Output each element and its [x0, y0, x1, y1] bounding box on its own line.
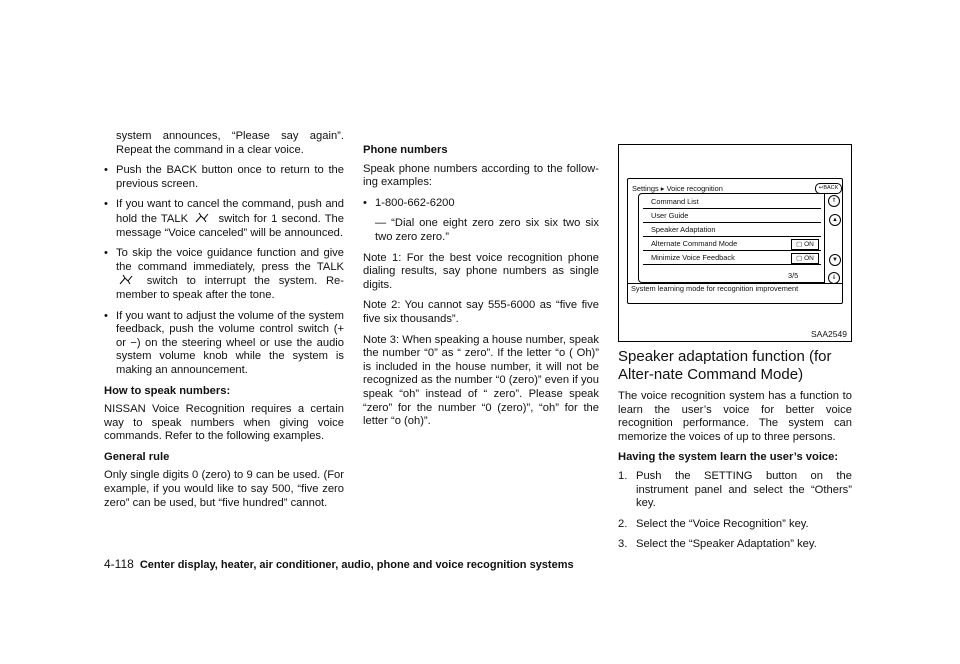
bullet-volume: • If you want to adjust the volume of the system feedback, push the volume control switch (+ or −) on the steering wheel or use the audio system volume knob while the system is making an announcement. — [104, 309, 344, 376]
para-speaker-adaptation: The voice recognition system has a function to learn the user’s voice for better voice recognition performance. The system can memorize the voices of up to three persons. — [618, 390, 852, 443]
scroll-down-icon[interactable]: ▼ — [829, 254, 841, 266]
heading-learn-voice: Having the system learn the user’s voice: — [618, 451, 839, 464]
heading-numbers: How to speak numbers: — [104, 384, 231, 397]
menu-item-user-guide[interactable]: User Guide — [643, 211, 821, 223]
back-button[interactable]: ↩BACK — [815, 183, 842, 194]
voice-recognition-screen — [627, 178, 843, 304]
bullet-dot: • — [104, 198, 108, 211]
section-title: Speaker adaptation function (for Alter-nate Command Mode) — [618, 348, 832, 383]
bullet-dot: • — [104, 164, 108, 177]
right-column — [618, 348, 852, 559]
screen-breadcrumb: Settings ▸ Voice recognition — [632, 184, 723, 193]
left-column — [104, 130, 344, 517]
scroll-top-icon[interactable]: ⇑ — [828, 195, 840, 207]
bullet-dot: • — [104, 247, 108, 260]
toggle-minimize-feedback[interactable]: ▢ ON — [791, 253, 819, 264]
step-3: 3. Select the “Speaker Adaptation” key. — [618, 538, 817, 551]
chapter-title: Center display, heater, air conditioner, audio, phone and voice recognition systems — [139, 559, 574, 571]
heading-phone-numbers: Phone numbers — [363, 144, 448, 156]
scroll-bottom-icon[interactable]: ⇓ — [828, 272, 840, 284]
bullet-back: • Push the BACK button once to return to the previous screen. — [104, 164, 344, 190]
breadcrumb-arrow-icon: ▸ — [660, 184, 665, 193]
menu-item-alternate-command-mode[interactable]: Alternate Command Mode ▢ ON — [643, 239, 821, 251]
bullet-dot: • — [104, 309, 108, 322]
page-number: 4-118 — [104, 557, 134, 571]
menu-item-minimize-feedback[interactable]: Minimize Voice Feedback ▢ ON — [643, 253, 821, 265]
bullet-dot: • — [363, 196, 367, 209]
page-footer — [104, 558, 574, 573]
heading-general-rule: General rule — [104, 450, 170, 463]
menu-item-command-list[interactable]: Command List — [643, 197, 821, 209]
back-arrow-icon: ↩ — [818, 185, 824, 191]
scroll-up-icon[interactable]: ▲ — [829, 214, 841, 226]
middle-column — [363, 144, 599, 436]
menu-item-speaker-adaptation[interactable]: Speaker Adaptation — [643, 225, 821, 237]
dial-example: — “Dial one eight zero zero six six two six two zero zero.” — [375, 217, 599, 243]
screen-figure — [618, 144, 852, 342]
talk-switch-icon — [116, 274, 138, 286]
para-phone-intro: Speak phone numbers according to the follow-ing examples: — [363, 162, 599, 189]
figure-code: SAA2549 — [811, 329, 847, 339]
para-general-rule: Only single digits 0 (zero) to 9 can be used. (For example, if you would like to say 500, “five zero zero” can be used, but “five hundred” cannot. — [104, 469, 344, 509]
bullet-phone-example: • 1-800-662-6200 — [363, 196, 455, 209]
bullet-skip: • To skip the voice guidance function and give the command immediately, press the TALK switch to interrupt the system. Re-member to speak after the tone. — [104, 247, 345, 301]
page-indicator: 3/5 — [788, 271, 799, 280]
note-2: Note 2: You cannot say 555-6000 as “five five five six thousands”. — [363, 299, 599, 325]
step-2: 2. Select the “Voice Recognition” key. — [618, 517, 809, 530]
note-3: Note 3: When speaking a house number, speak the number “0” as “ zero”. If the letter “o ( Oh)” is included in the house number, it will not be recognized as the number “0 (zero)” even if you speak “oh” instead of “ zero”. Please speak “zero” for the number “0 (zero)”, “oh” for the letter “o (oh)”. — [363, 333, 599, 428]
step-1: 1. Push the SETTING button on the instrument panel and select the “Others” key. — [618, 469, 852, 510]
para-say-again: system announces, “Please say again”. Repeat the command in a clear voice. — [116, 130, 344, 156]
para-numbers: NISSAN Voice Recognition requires a certain way to speak numbers when giving voice commands. Refer to the following examples. — [104, 403, 344, 443]
toggle-alternate-command[interactable]: ▢ ON — [791, 239, 819, 250]
talk-switch-icon — [192, 212, 214, 224]
status-bar: System learning mode for recognition improvement — [628, 283, 842, 302]
note-1: Note 1: For the best voice recognition phone dialing results, say phone numbers as single digits. — [363, 251, 599, 291]
bullet-cancel: • If you want to cancel the command, push and hold the TALK switch for 1 second. The message “Voice canceled” will be announced. — [104, 198, 344, 239]
